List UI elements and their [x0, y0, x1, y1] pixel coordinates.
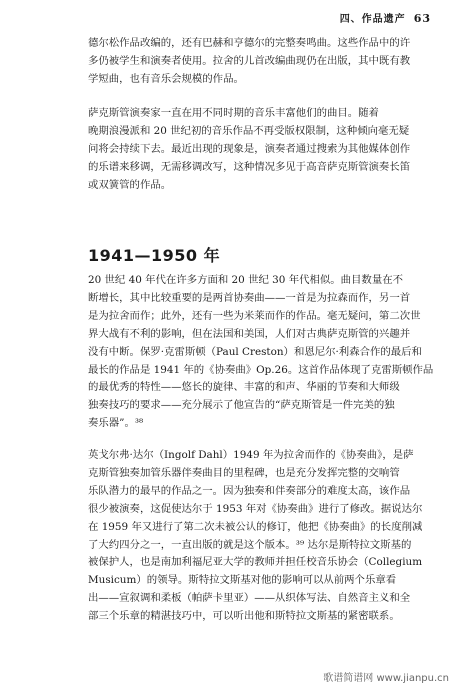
paragraph-line: 是为拉舍而作；此外，还有一些为米莱而作的作品。毫无疑问，第二次世 [88, 309, 421, 322]
header-section: 四、作品遗产 [339, 14, 406, 25]
paragraph-line: 多仍被学生和演奏者使用。拉舍的儿首改编曲现仍在出版，其中既有教 [88, 54, 411, 67]
page-number: 63 [413, 12, 431, 25]
paragraph-2 [88, 105, 433, 195]
paragraph-line: 独奏技巧的要求——充分展示了他宣告的“萨克斯管是一件完美的独 [88, 399, 395, 412]
paragraph-line: 出——宣叙调和柔板（帕萨卡里亚）——从织体写法、自然音主义和全 [88, 592, 411, 605]
paragraph-line: 被保护人，也是南加利福尼亚大学的教师并担任校音乐协会（Collegium [88, 556, 423, 569]
paragraph-line: 了大约四分之一，一直出版的就是这个版本。³⁹ 达尔是斯特拉文斯基的 [88, 538, 412, 551]
paragraph-line: 界大战有不利的影响，但在法国和美国，人们对古典萨克斯管的兴趣并 [88, 327, 411, 340]
paragraph-line: 学短曲，也有音乐会规模的作品。 [88, 72, 244, 85]
paragraph-line: 或双簧管的作品。 [88, 178, 172, 191]
paragraph-line: 萨克斯管演奏家一直在用不同时期的音乐丰富他们的曲目。随着 [88, 107, 379, 119]
paragraph-1 [88, 35, 433, 89]
paragraph-line: 德尔松作品改编的，还有巴赫和亨德尔的完整奏鸣曲。这些作品中的许 [88, 37, 411, 49]
paragraph-line: 晚期浪漫派和 20 世纪初的音乐作品不再受版权限制，这种倾向毫无疑 [88, 124, 410, 137]
paragraph-line: 部三个乐章的精湛技巧中，可以听出他和斯特拉文斯基的紧密联系。 [88, 610, 400, 623]
paragraph-line: 断增长，其中比较重要的是两首协奏曲——一首是为拉森而作，另一首 [88, 291, 411, 304]
paragraph-line: 的乐谱来移调，无需移调改写，这种情况多见于高音萨克斯管演奏长笛 [88, 160, 411, 173]
running-header [340, 10, 431, 25]
section-title: 1941—1950 年 [88, 246, 221, 265]
paragraph-line: 克斯管独奏加管乐器伴奏曲目的里程碑，也是充分发挥完整的交响管 [88, 466, 400, 479]
paragraph-line: 很少被演奏，这促使达尔于 1953 年对《协奏曲》进行了修改。据说达尔 [88, 502, 423, 515]
paragraph-line: Musicum）的领导。斯特拉文斯基对他的影响可以从前两个乐章看 [88, 574, 397, 587]
paragraph-line: 乐队潜力的最早的作品之一。因为独奏和伴奏部分的难度太高，该作品 [88, 484, 411, 497]
paragraph-line: 最长的作品是 1941 年的《协奏曲》Op.26。这首作品体现了克雷斯顿作品 [88, 363, 433, 376]
paragraph-line: 奏乐器”。³⁸ [88, 417, 144, 430]
paragraph-line: 问将会持续下去。最近出现的现象是，演奏者通过搜索为其他媒体创作 [88, 142, 411, 155]
paragraph-line: 没有中断。保罗·克雷斯顿（Paul Creston）和恩尼尔·利森合作的最后和 [88, 345, 422, 358]
paragraph-line: 在 1959 年又进行了第二次未被公认的修订，他把《协奏曲》的长度削减 [88, 520, 423, 533]
paragraph-3 [88, 272, 433, 433]
paragraph-line: 20 世纪 40 年代在许多方面和 20 世纪 30 年代相似。曲目数量在不 [88, 274, 403, 286]
paragraph-line: 的最优秀的特性——悠长的旋律、丰富的和声、华丽的节奏和大师级 [88, 381, 400, 394]
paragraph-line: 英戈尔弗·达尔（Ingolf Dahl）1949 年为拉舍而作的《协奏曲》，是萨 [88, 449, 414, 461]
paragraph-4 [88, 447, 433, 626]
site-watermark: 歌谱简谱网 www.jianpu.cn [323, 673, 449, 684]
